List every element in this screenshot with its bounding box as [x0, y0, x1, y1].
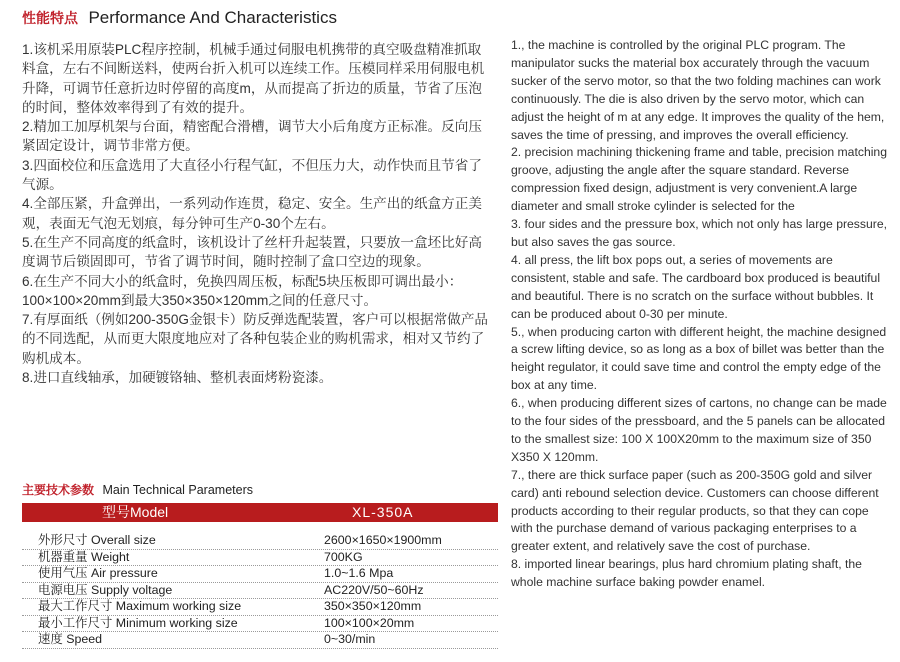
cn-paragraph: 1.该机采用原装PLC程序控制，机械手通过伺服电机携带的真空吸盘精准抓取料盒，左右不间断送料，使两台折入机可以连续工作。压模同样采用伺服电机升降，可调节任意折边时停留的高度m，从而提高了折边的质量，节省了压泡的时间，整体效率得到了有效的提升。 [22, 42, 485, 115]
spec-value: 2600×1650×1900mm [324, 533, 442, 547]
spec-row [22, 599, 498, 616]
en-paragraph: 4. all press, the lift box pops out, a series of movements are consistent, stable and safe. The cardboard box produced is beautiful and beautiful. There is no scratch on the surface without bubbles. It can be produced about 0-30 per minute. [511, 252, 881, 321]
cn-paragraph: 5.在生产不同高度的纸盒时，该机设计了丝杆升起装置，只要放一盒坯比好高度调节后锁固即可，节省了调节时间，随时控制了盒口空边的现象。 [22, 234, 482, 270]
params-title-en: Main Technical Parameters [102, 483, 253, 497]
spec-value: 100×100×20mm [324, 615, 415, 630]
cn-paragraph: 3.四面校位和压盒选用了大直径小行程气缸，不但压力大，动作快而且节省了气源。 [22, 157, 482, 193]
model-value: XL-350A [352, 504, 414, 520]
model-label: 型号Model [102, 504, 169, 520]
spec-key: 电源电压 Supply voltage [38, 582, 173, 597]
english-description [511, 37, 889, 592]
spec-table [22, 533, 498, 649]
spec-row [22, 566, 498, 583]
en-paragraph: 2. precision machining thickening frame and table, precision matching groove, adjusting the angle after the square standard. Reverse compression fixed design, adjustment is very convenient.A large diameter and small stroke cylinder is selected for the [511, 145, 887, 214]
en-paragraph: 7., there are thick surface paper (such as 200-350G gold and silver card) anti rebound selection device. Customers can choose different products according to their regular products, so that they can cope with the purchase demand of various packaging enterprises to a greater extent, and relatively save the cost of purchase. [511, 467, 879, 554]
cn-paragraph: 4.全部压紧，升盒弹出，一系列动作连贯，稳定、安全。生产出的纸盒方正美观，表面无气泡无划痕，每分钟可生产0-30个左右。 [22, 196, 482, 231]
spec-row [22, 616, 498, 633]
spec-value: 350×350×120mm [324, 599, 422, 613]
spec-row [22, 533, 498, 550]
params-heading [22, 481, 253, 499]
spec-value: AC220V/50~60Hz [324, 582, 424, 597]
spec-value: 700KG [324, 549, 363, 564]
cn-paragraph: 8.进口直线轴承，加硬镀铬轴、整机表面烤粉瓷漆。 [22, 370, 333, 386]
params-title-cn: 主要技术参数 [22, 483, 95, 497]
spec-key: 速度 Speed [38, 632, 103, 646]
en-paragraph: 5., when producing carton with different height, the machine designed a screw lifting device, so as long as a box of billet was better than the height regulator, it could save time and control the empty edge of the box at any time. [511, 324, 887, 393]
section-header [22, 8, 337, 28]
spec-row [22, 632, 498, 649]
model-header-bar [22, 503, 498, 522]
spec-row [22, 550, 498, 567]
cn-paragraph: 6.在生产不同大小的纸盒时，免换四周压板，标配5块压板即可调出最小：100×100×20mm到最大350×350×120mm之间的任意尺寸。 [22, 273, 463, 308]
spec-key: 使用气压 Air pressure [38, 566, 158, 580]
spec-value: 0~30/min [324, 632, 376, 646]
section-title-cn: 性能特点 [22, 10, 78, 26]
spec-key: 最大工作尺寸 Maximum working size [38, 599, 242, 613]
en-paragraph: 3. four sides and the pressure box, which not only has large pressure, but also saves the gas source. [511, 217, 887, 249]
en-paragraph: 8. imported linear bearings, plus hard chromium plating shaft, the whole machine surface baking powder enamel. [511, 557, 862, 590]
spec-key: 最小工作尺寸 Minimum working size [38, 615, 238, 630]
chinese-description [22, 40, 492, 387]
spec-key: 外形尺寸 Overall size [38, 533, 156, 547]
section-title-en: Performance And Characteristics [88, 8, 337, 27]
cn-paragraph: 7.有厚面纸（例如200-350G金银卡）防反弹选配装置，客户可以根据常做产品的不同选配，从而更大限度地应对了各种包装企业的购机需求，相对又节约了购机成本。 [22, 312, 489, 366]
cn-paragraph: 2.精加工加厚机架与台面，精密配合滑槽，调节大小后角度方正标准。反向压紧固定设计，调节非常方便。 [22, 119, 482, 154]
spec-row [22, 583, 498, 600]
en-paragraph: 1., the machine is controlled by the original PLC program. The manipulator sucks the material box accurately through the vacuum sucker of the servo motor, so that the two folding machines can work continuously. The die is also driven by the servo motor, which can adjust the height of m at any edge. It improves the quality of the hem, saves the time of pressing, and improves the overall efficiency. [511, 38, 885, 142]
en-paragraph: 6., when producing different sizes of cartons, no change can be made to the four sides of the pressboard, and the 5 panels can be allocated to the smallest size: 100 X 100X20mm to the maximum size of 350 X350 X 120mm. [511, 396, 887, 464]
spec-key: 机器重量 Weight [38, 549, 130, 564]
spec-value: 1.0~1.6 Mpa [324, 566, 394, 580]
